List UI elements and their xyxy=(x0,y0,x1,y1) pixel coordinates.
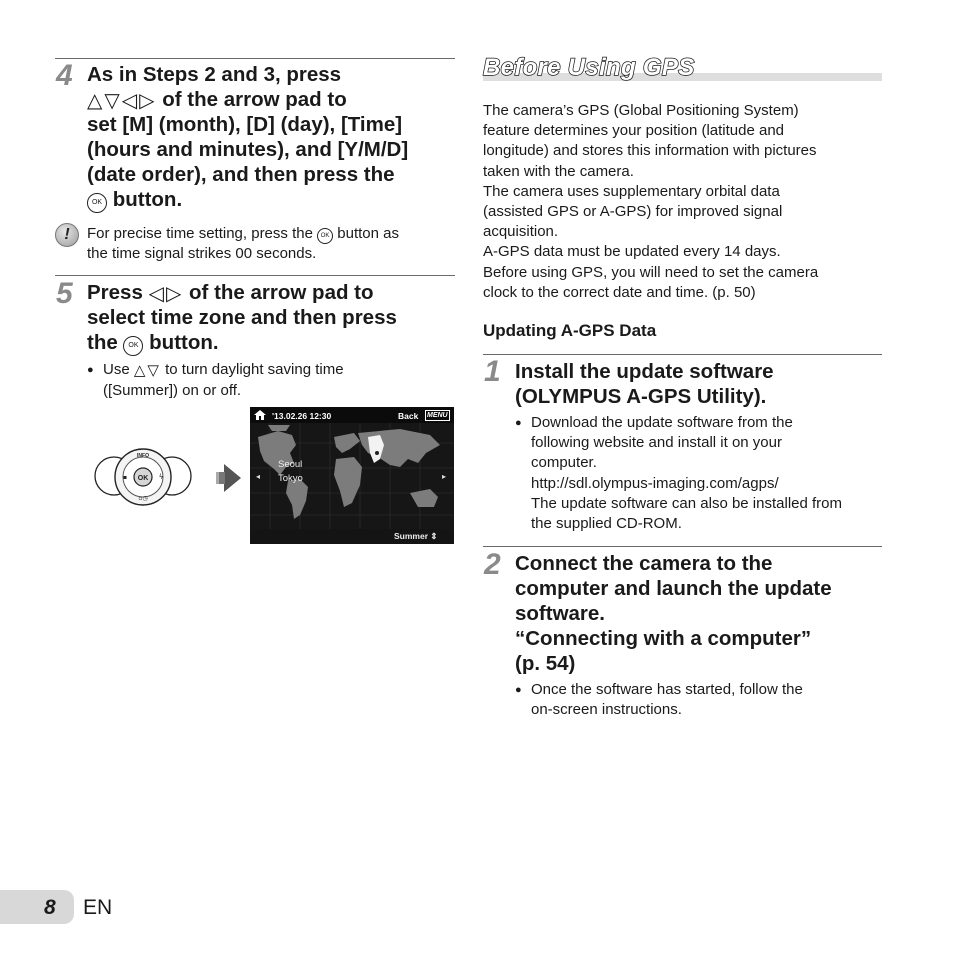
intro-line: acquisition. xyxy=(483,223,559,241)
step4-line5: (date order), and then press the xyxy=(87,163,395,186)
camera-screen xyxy=(250,407,454,544)
step2-line: (p. 54) xyxy=(515,652,576,675)
step5-line3 xyxy=(87,330,457,356)
bullet-prefix: Use xyxy=(103,361,130,378)
control-dial-illustration xyxy=(94,446,192,508)
step4-line4: (hours and minutes), and [Y/M/D] xyxy=(87,138,409,161)
page-number: 8 xyxy=(44,896,56,919)
home-icon xyxy=(254,410,266,420)
camera-city-seoul: Seoul xyxy=(278,459,303,470)
step5-line1 xyxy=(87,280,457,305)
step5-heading xyxy=(87,280,457,356)
dial-ok-label: OK xyxy=(137,475,149,482)
step2-bullet xyxy=(515,680,887,720)
caution-icon: ! xyxy=(55,223,79,247)
step1-heading xyxy=(515,359,885,409)
step4-line6 xyxy=(87,187,457,213)
step5-line3-suffix: button. xyxy=(149,331,219,354)
camera-screen-header xyxy=(250,407,454,423)
note-text-before: For precise time setting, press the xyxy=(87,225,313,242)
step5-line1-suffix: of the arrow pad to xyxy=(189,281,374,304)
intro-line: The camera uses supplementary orbital data xyxy=(483,182,780,200)
step4-line6-text: button. xyxy=(112,188,183,211)
svg-text:▸: ▸ xyxy=(442,472,447,481)
step1-line: (OLYMPUS A-GPS Utility). xyxy=(515,385,767,408)
menu-button-icon: MENU xyxy=(427,412,448,419)
intro-line: A-GPS data must be updated every 14 days. xyxy=(483,243,781,261)
intro-line: clock to the correct date and time. (p. 50) xyxy=(483,283,756,301)
bullet-icon: ● xyxy=(515,417,522,429)
step4-line1: As in Steps 2 and 3, press xyxy=(87,63,342,86)
step5-bullet-line2: ([Summer]) on or off. xyxy=(103,382,242,399)
step1-bullet-line: following website and install it on your xyxy=(531,434,782,452)
left-right-arrow-icon: ◁▷ xyxy=(148,283,184,305)
intro-line: taken with the camera. xyxy=(483,162,634,180)
step2-line: Connect the camera to the xyxy=(515,552,773,575)
dial-info-label: INFO xyxy=(137,453,149,459)
step5-rule xyxy=(55,275,455,276)
step1-bullet-line: Download the update software from the xyxy=(531,414,793,431)
step2-number: 2 xyxy=(484,548,501,581)
bullet-suffix: to turn daylight saving time xyxy=(165,361,344,378)
camera-back-label: Back xyxy=(398,411,419,421)
svg-text:◂: ◂ xyxy=(256,472,261,481)
step5-bullet xyxy=(87,360,457,401)
svg-text:▫◷: ▫◷ xyxy=(138,495,148,502)
step4-note-line2: the time signal strikes 00 seconds. xyxy=(87,245,317,263)
intro-line: Before using GPS, you will need to set the camera xyxy=(483,263,819,281)
step5-line1-prefix: Press xyxy=(87,281,143,304)
arrow-pad-icon: △▽◁▷ xyxy=(87,90,157,112)
step2-bullet-line: Once the software has started, follow the xyxy=(531,681,803,698)
camera-city-tokyo: Tokyo xyxy=(278,473,303,484)
step2-line: software. xyxy=(515,602,605,625)
step5-line2: select time zone and then press xyxy=(87,306,397,329)
step4-rule xyxy=(55,58,455,59)
step5-line3-prefix: the xyxy=(87,331,118,354)
step4-note xyxy=(87,224,457,264)
ok-button-icon: OK xyxy=(317,228,333,244)
step1-bullet-line: the supplied CD-ROM. xyxy=(531,515,682,533)
step4-line2-text: of the arrow pad to xyxy=(162,88,347,111)
svg-text:ϟ: ϟ xyxy=(158,473,164,481)
step1-bullet xyxy=(515,413,887,534)
intro-line: feature determines your position (latitude and xyxy=(483,122,785,140)
step1-bullet-line: computer. xyxy=(531,454,597,472)
ok-button-icon: OK xyxy=(87,193,107,213)
page-title-wrap xyxy=(483,54,882,84)
gps-intro xyxy=(483,101,883,303)
camera-summer-label: Summer ⇕ xyxy=(394,531,438,541)
page-title: Before Using GPS xyxy=(483,54,695,81)
bullet-icon: ● xyxy=(515,684,522,696)
step4-heading xyxy=(87,62,457,213)
step2-line: “Connecting with a computer” xyxy=(515,627,812,650)
next-arrow-icon xyxy=(216,462,242,494)
page-number-tab xyxy=(0,890,74,924)
agps-url-link[interactable]: http://sdl.olympus-imaging.com/agps/ xyxy=(531,474,779,492)
step2-rule xyxy=(483,546,882,547)
note-text-after: button as xyxy=(337,225,399,242)
intro-line: longitude) and stores this information with pictures xyxy=(483,142,817,160)
step4-number: 4 xyxy=(56,59,73,92)
step1-rule xyxy=(483,354,882,355)
step4-line3: set [M] (month), [D] (day), [Time] xyxy=(87,113,403,136)
step1-line: Install the update software xyxy=(515,360,774,383)
step2-bullet-line: on-screen instructions. xyxy=(531,701,682,719)
step4-note-line1 xyxy=(87,224,457,244)
step1-bullet-line: The update software can also be installed from xyxy=(531,494,843,512)
step2-heading xyxy=(515,551,885,676)
camera-date-time: '13.02.26 12:30 xyxy=(272,411,332,421)
svg-text:▪: ▪ xyxy=(122,474,128,481)
intro-line: The camera’s GPS (Global Positioning System) xyxy=(483,102,799,119)
step2-line: computer and launch the update xyxy=(515,577,832,600)
step5-number: 5 xyxy=(56,277,73,310)
bullet-icon: ● xyxy=(87,364,94,376)
ok-button-icon: OK xyxy=(123,336,143,356)
step4-line2 xyxy=(87,87,457,112)
step1-number: 1 xyxy=(484,355,501,388)
step5-bullet-line1 xyxy=(103,360,457,381)
section-subheading: Updating A-GPS Data xyxy=(483,321,657,340)
up-down-arrow-icon: △▽ xyxy=(133,362,161,379)
language-label: EN xyxy=(83,896,113,919)
intro-line: (assisted GPS or A-GPS) for improved signal xyxy=(483,203,783,221)
